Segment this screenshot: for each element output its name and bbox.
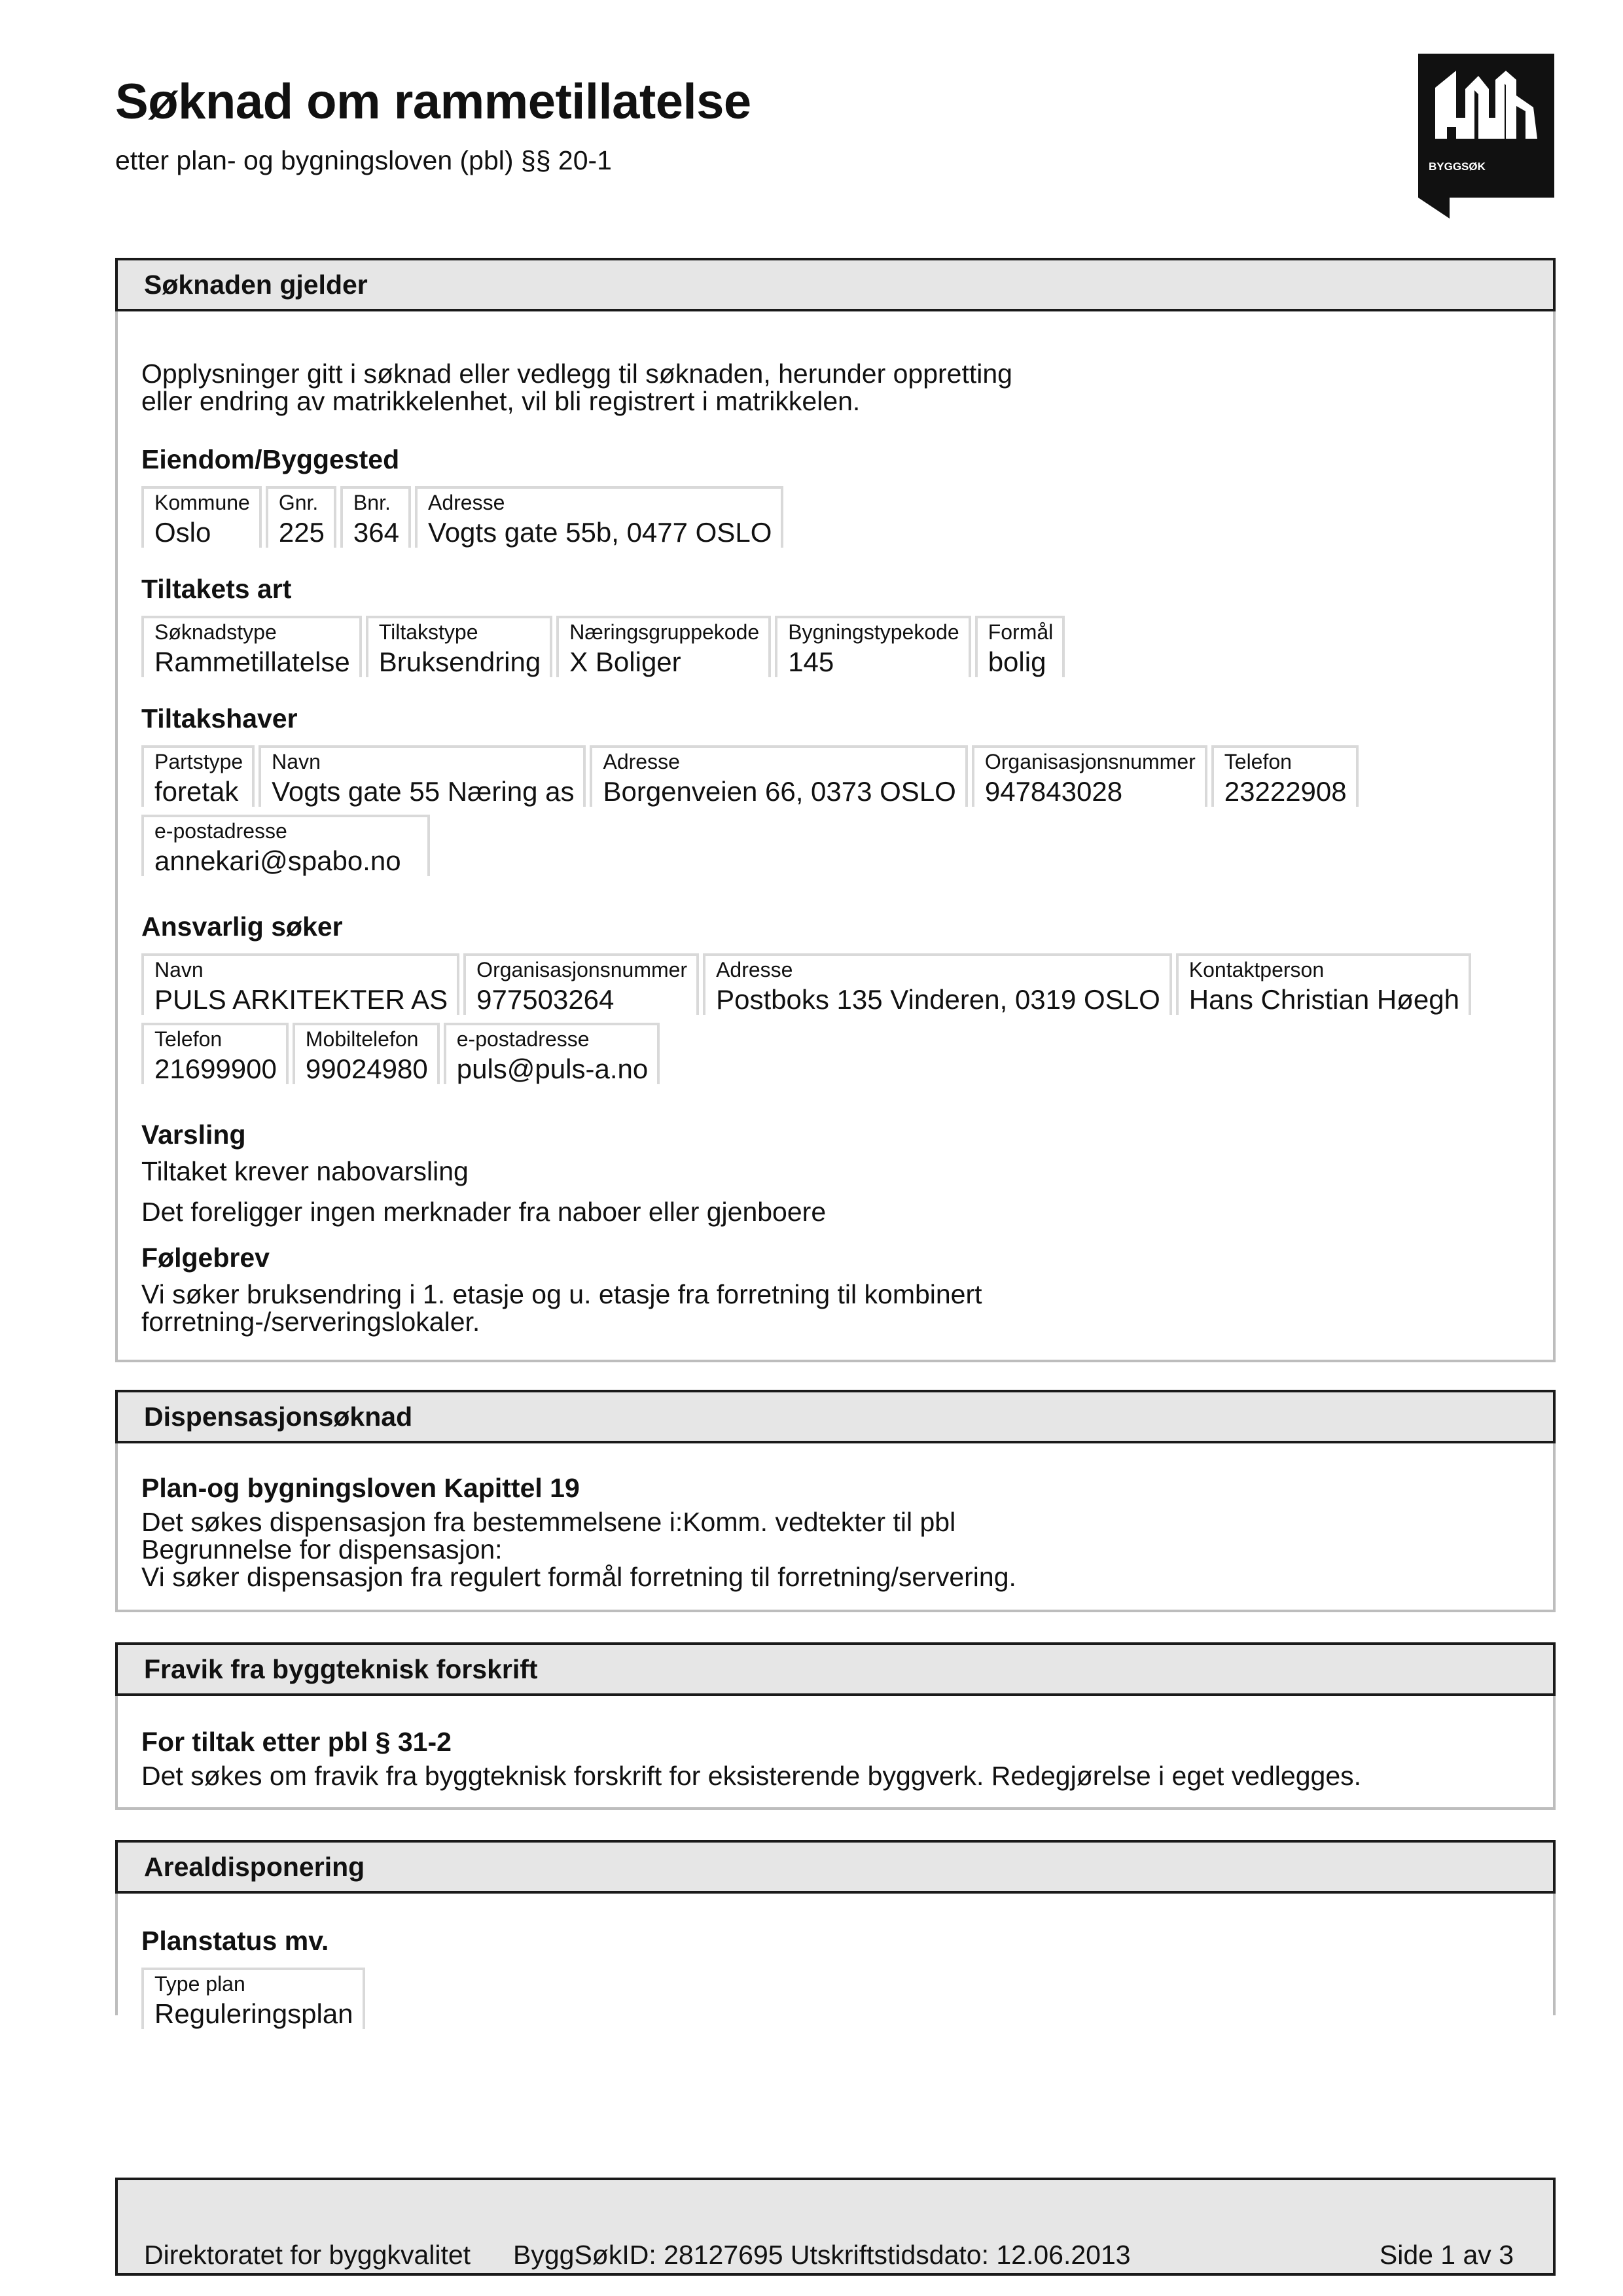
field-bygningstypekode: Bygningstypekode 145 xyxy=(775,616,971,677)
subheading-varsling: Varsling xyxy=(141,1120,246,1150)
tiltakshaver-fields-2 xyxy=(141,815,1529,876)
field-navn: Navn Vogts gate 55 Næring as xyxy=(259,745,586,807)
folgebrev-line2: forretning-/serveringslokaler. xyxy=(141,1307,480,1337)
field-naeringsgruppekode: Næringsgruppekode X Boliger xyxy=(556,616,771,677)
subheading-plan-og-bygningsloven: Plan-og bygningsloven Kapittel 19 xyxy=(141,1473,580,1503)
section-dispensasjonsoknad xyxy=(115,1390,1556,1612)
intro-text-line1: Opplysninger gitt i søknad eller vedlegg til søknaden, herunder oppretting xyxy=(141,359,1012,389)
page-footer xyxy=(115,2178,1556,2276)
field-organisasjonsnummer: Organisasjonsnummer 947843028 xyxy=(972,745,1207,807)
footer-page-number: Side 1 av 3 xyxy=(1379,2240,1514,2270)
page-title: Søknad om rammetillatelse xyxy=(115,74,751,130)
logo-text: BYGGSØK xyxy=(1429,160,1486,173)
subheading-ansvarlig-soker: Ansvarlig søker xyxy=(141,911,343,942)
footer-byggsok-id: ByggSøkID: 28127695 Utskriftstidsdato: 12.06.2013 xyxy=(513,2240,1131,2270)
section-arealdisponering xyxy=(115,1840,1556,2029)
section-fravik xyxy=(115,1642,1556,1810)
field-kontaktperson: Kontaktperson Hans Christian Høegh xyxy=(1176,953,1471,1015)
field-formal: Formål bolig xyxy=(975,616,1065,677)
field-adresse: Adresse Borgenveien 66, 0373 OSLO xyxy=(590,745,967,807)
field-telefon: Telefon 21699900 xyxy=(141,1023,289,1084)
field-kommune: Kommune Oslo xyxy=(141,486,262,548)
field-partstype: Partstype foretak xyxy=(141,745,255,807)
field-mobiltelefon: Mobiltelefon 99024980 xyxy=(293,1023,440,1084)
subheading-eiendom: Eiendom/Byggested xyxy=(141,444,400,474)
field-epostadresse: e-postadresse annekari@spabo.no xyxy=(141,815,430,876)
planstatus-fields xyxy=(141,1968,1529,2029)
dispensasjon-line1: Det søkes dispensasjon fra bestemmelsene i:Komm. vedtekter til pbl xyxy=(141,1507,956,1537)
field-epostadresse: e-postadresse puls@puls-a.no xyxy=(444,1023,660,1084)
tiltakets-art-fields xyxy=(141,616,1529,677)
dispensasjon-line3: Vi søker dispensasjon fra regulert formål forretning til forretning/servering. xyxy=(141,1562,1016,1592)
field-organisasjonsnummer: Organisasjonsnummer 977503264 xyxy=(463,953,699,1015)
footer-organization: Direktoratet for byggkvalitet xyxy=(144,2240,471,2270)
byggsok-logo xyxy=(1418,54,1554,198)
folgebrev-line1: Vi søker bruksendring i 1. etasje og u. etasje fra forretning til kombinert xyxy=(141,1279,982,1309)
section-header: Fravik fra byggteknisk forskrift xyxy=(115,1642,1556,1696)
subheading-tiltakets-art: Tiltakets art xyxy=(141,574,292,604)
fravik-line1: Det søkes om fravik fra byggteknisk forskrift for eksisterende byggverk. Redegjørelse i eget vedlegges. xyxy=(141,1761,1362,1791)
field-soknadstype: Søknadstype Rammetillatelse xyxy=(141,616,362,677)
section-header: Søknaden gjelder xyxy=(115,258,1556,311)
field-adresse: Adresse Vogts gate 55b, 0477 OSLO xyxy=(415,486,783,548)
section-header: Dispensasjonsøknad xyxy=(115,1390,1556,1443)
intro-text-line2: eller endring av matrikkelenhet, vil bli registrert i matrikkelen. xyxy=(141,386,861,416)
subheading-for-tiltak: For tiltak etter pbl § 31-2 xyxy=(141,1727,452,1757)
subheading-folgebrev: Følgebrev xyxy=(141,1243,270,1273)
subheading-planstatus: Planstatus mv. xyxy=(141,1926,329,1956)
section-soknaden-gjelder xyxy=(115,258,1556,1362)
ansvarlig-fields-2 xyxy=(141,1023,1529,1084)
section-header: Arealdisponering xyxy=(115,1840,1556,1894)
varsling-line1: Tiltaket krever nabovarsling xyxy=(141,1156,469,1186)
page-subtitle: etter plan- og bygningsloven (pbl) §§ 20-1 xyxy=(115,145,612,175)
field-navn: Navn PULS ARKITEKTER AS xyxy=(141,953,459,1015)
subheading-tiltakshaver: Tiltakshaver xyxy=(141,703,298,733)
field-tiltakstype: Tiltakstype Bruksendring xyxy=(366,616,552,677)
ansvarlig-fields xyxy=(141,953,1529,1015)
field-adresse: Adresse Postboks 135 Vinderen, 0319 OSLO xyxy=(703,953,1172,1015)
field-type-plan: Type plan Reguleringsplan xyxy=(141,1968,365,2029)
dispensasjon-line2: Begrunnelse for dispensasjon: xyxy=(141,1534,503,1564)
field-telefon: Telefon 23222908 xyxy=(1211,745,1359,807)
eiendom-fields xyxy=(141,486,1529,548)
field-bnr: Bnr. 364 xyxy=(340,486,411,548)
field-gnr: Gnr. 225 xyxy=(266,486,336,548)
varsling-line2: Det foreligger ingen merknader fra naboer eller gjenboere xyxy=(141,1197,827,1227)
tiltakshaver-fields xyxy=(141,745,1529,807)
